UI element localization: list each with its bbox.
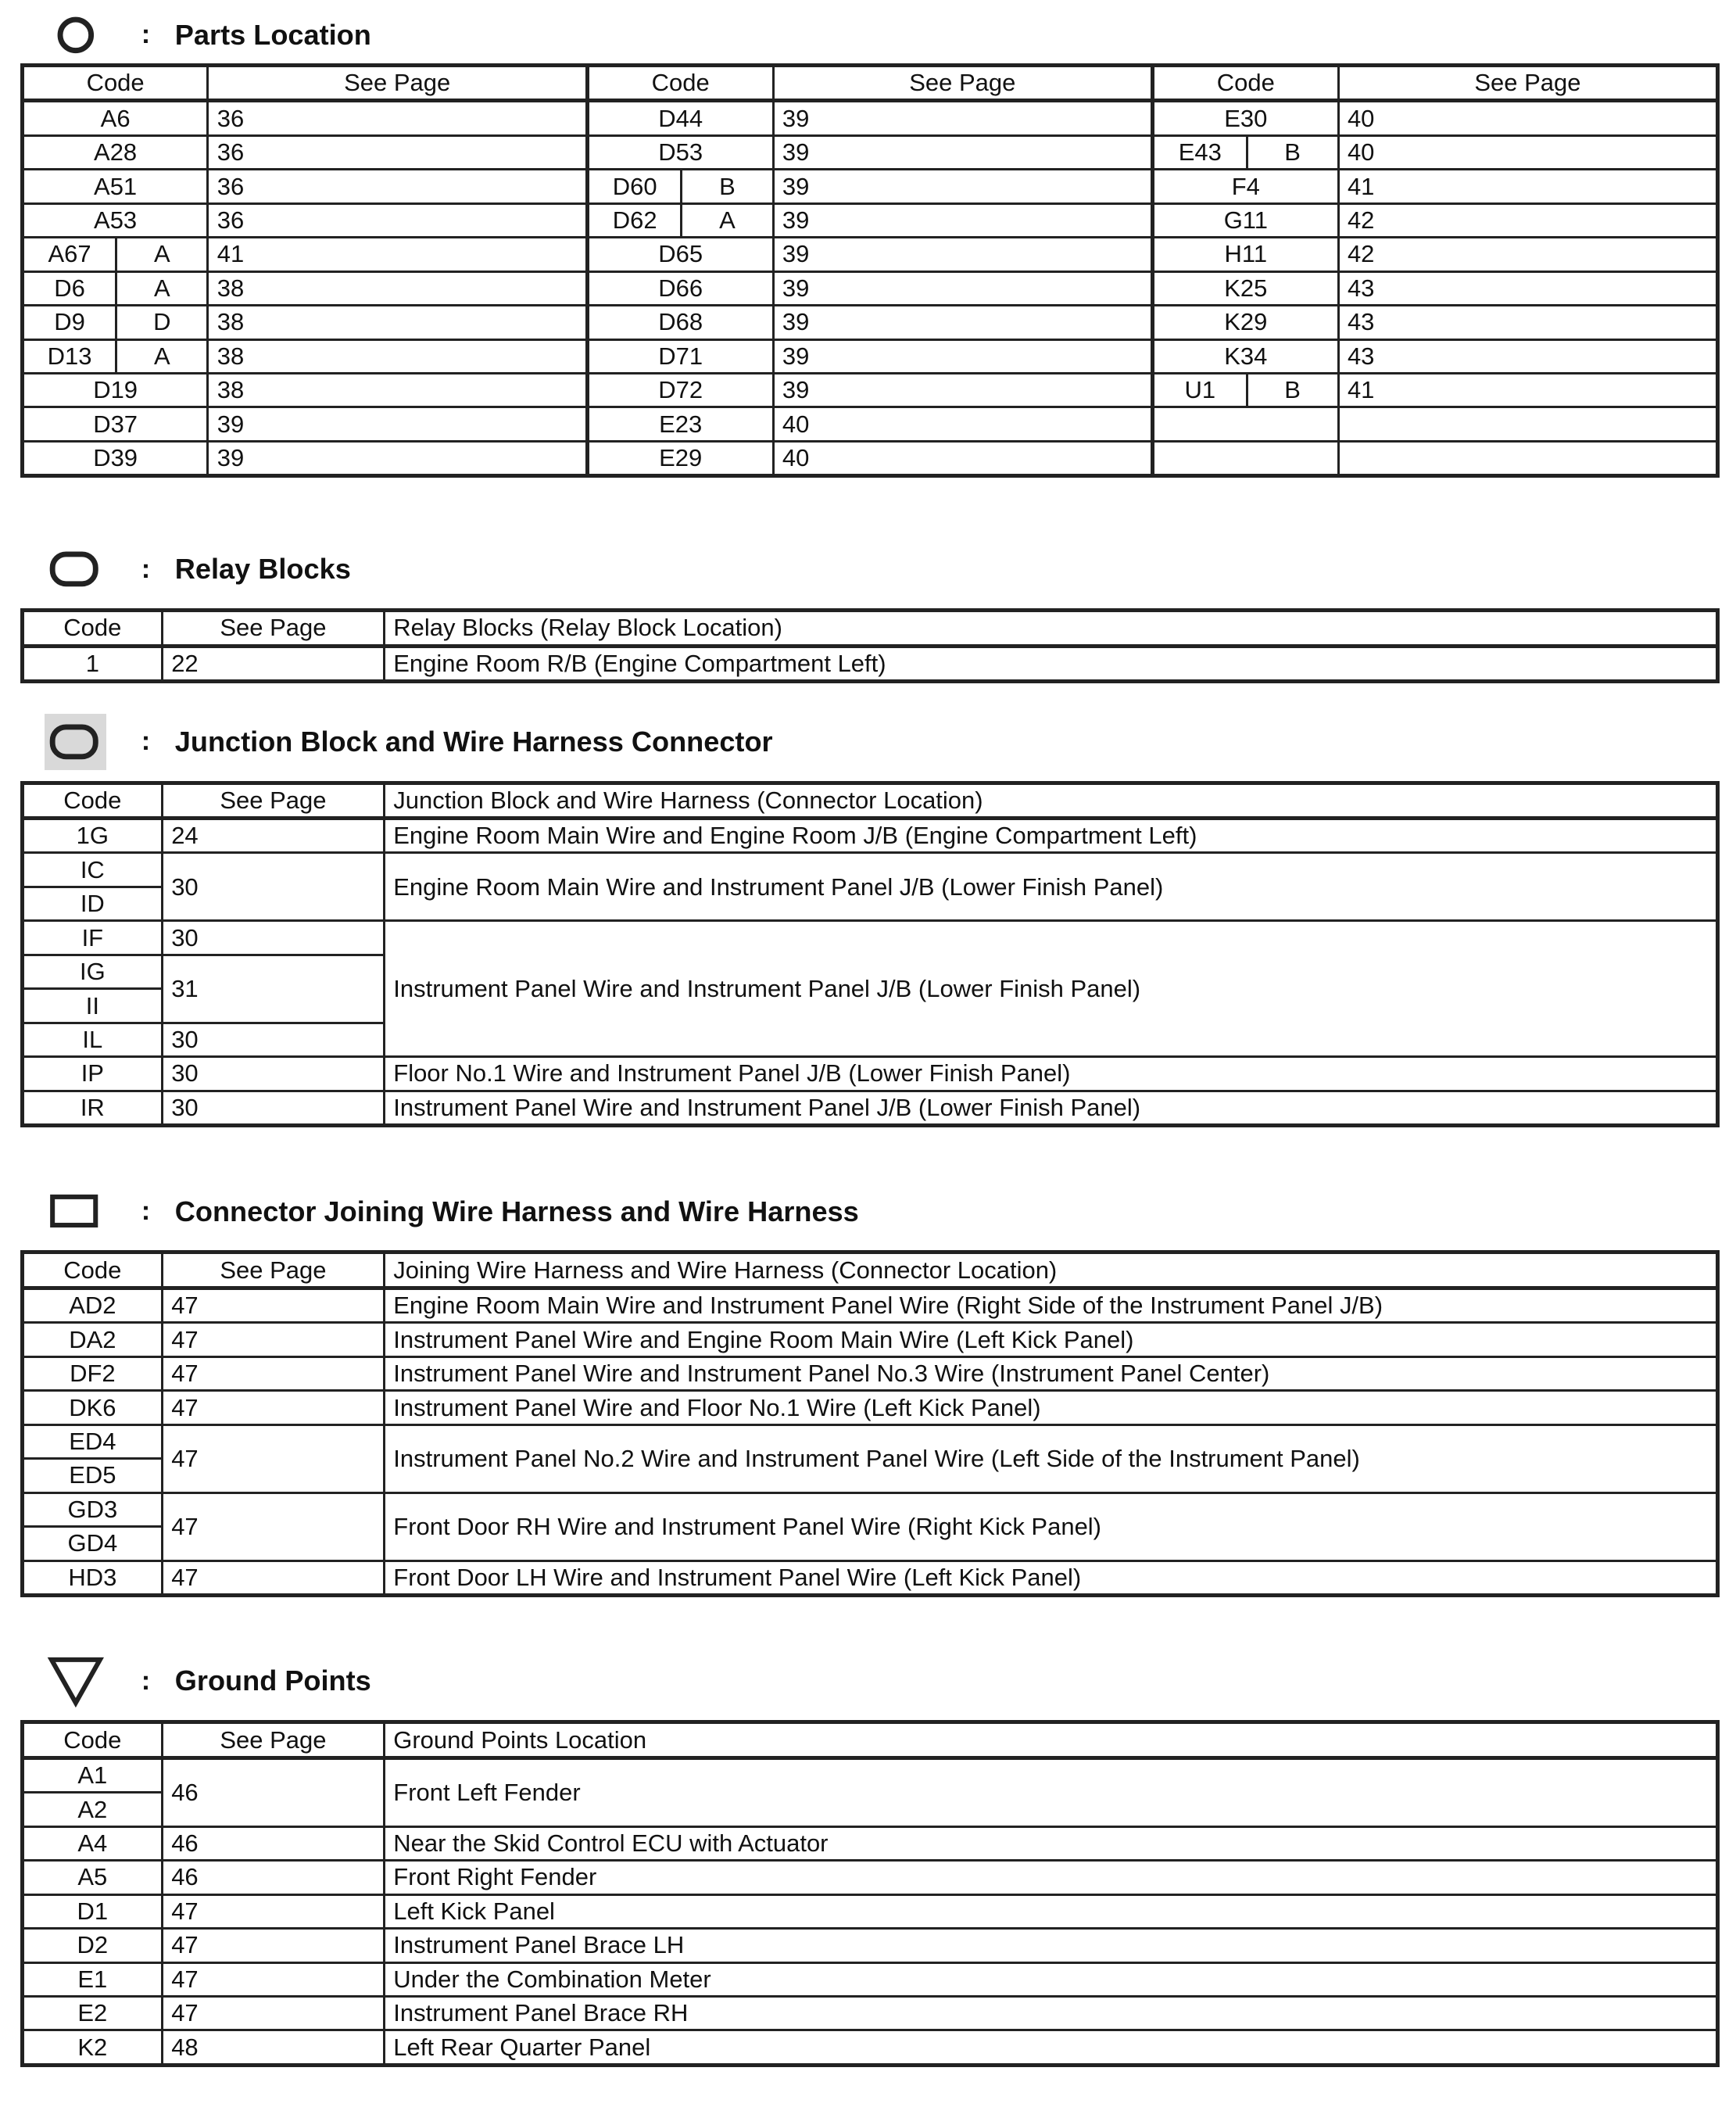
see-page-cell: 38	[208, 339, 588, 373]
see-page-cell: 47	[162, 1391, 384, 1424]
code-cell: F4	[1153, 170, 1339, 203]
header-code: Code	[22, 1252, 162, 1288]
see-page-cell: 48	[162, 2030, 384, 2065]
table-row	[22, 1962, 1717, 1996]
see-page-cell: 39	[773, 339, 1153, 373]
code-cell: A53	[22, 203, 208, 237]
heading-colon: :	[141, 726, 151, 757]
relay-blocks-table	[20, 608, 1720, 683]
code-cell: K25	[1153, 271, 1339, 305]
see-page-cell	[1338, 441, 1718, 475]
code-cell: IL	[22, 1023, 162, 1056]
code-cell: IG	[22, 955, 162, 988]
location-cell: Engine Room Main Wire and Instrument Panel J/B (Lower Finish Panel)	[384, 853, 1717, 921]
see-page-cell: 36	[208, 135, 588, 169]
code-cell: 1G	[22, 819, 162, 853]
table-row	[22, 407, 1717, 441]
location-cell: Front Door RH Wire and Instrument Panel Wire (Right Kick Panel)	[384, 1492, 1717, 1561]
connector-variant-cell: D	[116, 306, 208, 339]
location-cell: Instrument Panel Brace LH	[384, 1929, 1717, 1962]
table-row	[22, 646, 1717, 681]
header-see-page: See Page	[773, 65, 1153, 100]
location-cell: Under the Combination Meter	[384, 1962, 1717, 1996]
code-cell: D53	[587, 135, 773, 169]
code-cell: A4	[22, 1826, 162, 1860]
see-page-cell: 39	[773, 203, 1153, 237]
header-see-page: See Page	[162, 1252, 384, 1288]
table-row	[22, 373, 1717, 407]
code-cell: IC	[22, 853, 162, 887]
see-page-cell: 47	[162, 1323, 384, 1356]
header-location: Joining Wire Harness and Wire Harness (Connector Location)	[384, 1252, 1717, 1288]
table-header-row	[22, 1722, 1717, 1758]
see-page-cell: 41	[1338, 373, 1718, 407]
code-cell	[1153, 441, 1339, 475]
connector-variant-cell: B	[1247, 135, 1338, 169]
table-row	[22, 1323, 1717, 1356]
code-cell: D2	[22, 1929, 162, 1962]
table-row	[22, 238, 1717, 271]
header-see-page: See Page	[162, 1722, 384, 1758]
see-page-cell: 47	[162, 1424, 384, 1492]
heading-colon: :	[141, 554, 151, 584]
table-row	[22, 2030, 1717, 2065]
table-row	[22, 135, 1717, 169]
table-row	[22, 1758, 1717, 1792]
see-page-cell: 46	[162, 1826, 384, 1860]
see-page-cell: 31	[162, 955, 384, 1023]
see-page-cell: 42	[1338, 238, 1718, 271]
table-row	[22, 271, 1717, 305]
code-cell: E1	[22, 1962, 162, 1996]
see-page-cell: 40	[1338, 135, 1718, 169]
connector-variant-cell: B	[1247, 373, 1338, 407]
header-code: Code	[1153, 65, 1339, 100]
see-page-cell: 22	[162, 646, 384, 681]
table-header-row	[22, 65, 1717, 100]
see-page-cell: 39	[208, 441, 588, 475]
table-row	[22, 1391, 1717, 1424]
table-row	[22, 170, 1717, 203]
connector-variant-cell: A	[116, 238, 208, 271]
header-code: Code	[22, 783, 162, 818]
section-title: Junction Block and Wire Harness Connector	[174, 725, 773, 758]
see-page-cell: 47	[162, 1356, 384, 1390]
table-row	[22, 1057, 1717, 1091]
code-cell: D37	[22, 407, 208, 441]
code-cell: D68	[587, 306, 773, 339]
location-cell: Instrument Panel Wire and Instrument Panel No.3 Wire (Instrument Panel Center)	[384, 1356, 1717, 1390]
connector-joining-table	[20, 1250, 1720, 1597]
see-page-cell: 46	[162, 1861, 384, 1894]
junction-block-table	[20, 781, 1720, 1128]
location-cell: Instrument Panel Wire and Instrument Panel J/B (Lower Finish Panel)	[384, 1091, 1717, 1125]
see-page-cell: 47	[162, 1288, 384, 1322]
location-cell: Engine Room Main Wire and Instrument Panel Wire (Right Side of the Instrument Panel J/B)	[384, 1288, 1717, 1322]
code-cell: GD3	[22, 1492, 162, 1526]
parts-location-table	[20, 63, 1720, 478]
see-page-cell	[1338, 407, 1718, 441]
see-page-cell: 47	[162, 1929, 384, 1962]
code-cell: 1	[22, 646, 162, 681]
code-cell: II	[22, 989, 162, 1023]
see-page-cell: 30	[162, 1091, 384, 1125]
header-see-page: See Page	[1338, 65, 1718, 100]
table-row	[22, 1929, 1717, 1962]
code-cell: D19	[22, 373, 208, 407]
see-page-cell: 47	[162, 1492, 384, 1561]
code-cell: ED4	[22, 1424, 162, 1458]
code-cell: D72	[587, 373, 773, 407]
section-title: Ground Points	[174, 1664, 371, 1697]
see-page-cell: 30	[162, 1023, 384, 1056]
code-cell: DF2	[22, 1356, 162, 1390]
table-row	[22, 1826, 1717, 1860]
see-page-cell: 39	[208, 407, 588, 441]
code-cell: D71	[587, 339, 773, 373]
code-cell: G11	[1153, 203, 1339, 237]
code-cell: A1	[22, 1758, 162, 1792]
header-code: Code	[22, 1722, 162, 1758]
table-row	[22, 101, 1717, 135]
table-header-row	[22, 783, 1717, 818]
code-cell: D13	[22, 339, 116, 373]
code-cell: K2	[22, 2030, 162, 2065]
header-see-page: See Page	[208, 65, 588, 100]
rounded-rect-icon	[45, 541, 106, 597]
code-cell: AD2	[22, 1288, 162, 1322]
heading-colon: :	[141, 1196, 151, 1227]
code-cell: U1	[1153, 373, 1247, 407]
table-row	[22, 1894, 1717, 1928]
table-row	[22, 921, 1717, 955]
code-cell: D39	[22, 441, 208, 475]
table-row	[22, 1492, 1717, 1526]
table-row	[22, 203, 1717, 237]
location-cell: Instrument Panel Brace RH	[384, 1996, 1717, 2030]
rectangle-icon	[45, 1183, 106, 1239]
code-cell: IR	[22, 1091, 162, 1125]
code-cell: E29	[587, 441, 773, 475]
table-row	[22, 819, 1717, 853]
code-cell: A51	[22, 170, 208, 203]
code-cell: ID	[22, 887, 162, 920]
table-row	[22, 1091, 1717, 1125]
header-code: Code	[22, 65, 208, 100]
location-cell: Floor No.1 Wire and Instrument Panel J/B (Lower Finish Panel)	[384, 1057, 1717, 1091]
table-row	[22, 1356, 1717, 1390]
location-cell: Engine Room Main Wire and Engine Room J/B (Engine Compartment Left)	[384, 819, 1717, 853]
code-cell: A2	[22, 1793, 162, 1826]
table-header-row	[22, 1252, 1717, 1288]
see-page-cell: 40	[1338, 101, 1718, 135]
location-cell: Front Right Fender	[384, 1861, 1717, 1894]
code-cell: E2	[22, 1996, 162, 2030]
table-row	[22, 1424, 1717, 1458]
see-page-cell: 39	[773, 170, 1153, 203]
table-row	[22, 1996, 1717, 2030]
see-page-cell: 38	[208, 373, 588, 407]
code-cell: E23	[587, 407, 773, 441]
circle-icon	[45, 7, 106, 63]
see-page-cell: 39	[773, 135, 1153, 169]
header-code: Code	[22, 611, 162, 646]
see-page-cell: 47	[162, 1894, 384, 1928]
header-location: Relay Blocks (Relay Block Location)	[384, 611, 1717, 646]
code-cell: A67	[22, 238, 116, 271]
code-cell	[1153, 407, 1339, 441]
location-cell: Left Kick Panel	[384, 1894, 1717, 1928]
section-title: Relay Blocks	[174, 553, 351, 586]
code-cell: E43	[1153, 135, 1247, 169]
see-page-cell: 39	[773, 101, 1153, 135]
see-page-cell: 40	[773, 441, 1153, 475]
code-cell: A6	[22, 101, 208, 135]
see-page-cell: 30	[162, 853, 384, 921]
heading-colon: :	[141, 20, 151, 50]
see-page-cell: 38	[208, 306, 588, 339]
code-cell: D1	[22, 1894, 162, 1928]
table-row	[22, 1288, 1717, 1322]
code-cell: D9	[22, 306, 116, 339]
location-cell: Instrument Panel Wire and Floor No.1 Wire (Left Kick Panel)	[384, 1391, 1717, 1424]
see-page-cell: 39	[773, 238, 1153, 271]
code-cell: IP	[22, 1057, 162, 1091]
see-page-cell: 43	[1338, 339, 1718, 373]
ground-points-table	[20, 1720, 1720, 2067]
location-cell: Instrument Panel No.2 Wire and Instrument Panel Wire (Left Side of the Instrument Panel)	[384, 1424, 1717, 1492]
see-page-cell: 47	[162, 1962, 384, 1996]
code-cell: DA2	[22, 1323, 162, 1356]
code-cell: A5	[22, 1861, 162, 1894]
location-cell: Instrument Panel Wire and Engine Room Main Wire (Left Kick Panel)	[384, 1323, 1717, 1356]
see-page-cell: 24	[162, 819, 384, 853]
header-code: Code	[587, 65, 773, 100]
location-cell: Front Left Fender	[384, 1758, 1717, 1826]
table-row	[22, 1561, 1717, 1595]
code-cell: A28	[22, 135, 208, 169]
location-cell: Left Rear Quarter Panel	[384, 2030, 1717, 2065]
heading-colon: :	[141, 1665, 151, 1696]
code-cell: ED5	[22, 1459, 162, 1492]
see-page-cell: 40	[773, 407, 1153, 441]
header-see-page: See Page	[162, 783, 384, 818]
see-page-cell: 39	[773, 306, 1153, 339]
see-page-cell: 46	[162, 1758, 384, 1826]
code-cell: HD3	[22, 1561, 162, 1595]
see-page-cell: 36	[208, 170, 588, 203]
table-header-row	[22, 611, 1717, 646]
code-cell: E30	[1153, 101, 1339, 135]
section-title: Connector Joining Wire Harness and Wire Harness	[174, 1195, 859, 1227]
see-page-cell: 39	[773, 271, 1153, 305]
code-cell: H11	[1153, 238, 1339, 271]
code-cell: D6	[22, 271, 116, 305]
header-see-page: See Page	[162, 611, 384, 646]
connector-variant-cell: A	[116, 271, 208, 305]
connector-variant-cell: A	[116, 339, 208, 373]
location-cell: Instrument Panel Wire and Instrument Panel J/B (Lower Finish Panel)	[384, 921, 1717, 1057]
see-page-cell: 38	[208, 271, 588, 305]
connector-variant-cell: A	[682, 203, 773, 237]
connector-variant-cell: B	[682, 170, 773, 203]
code-cell: D44	[587, 101, 773, 135]
see-page-cell: 47	[162, 1561, 384, 1595]
code-cell: D66	[587, 271, 773, 305]
see-page-cell: 36	[208, 101, 588, 135]
table-row	[22, 306, 1717, 339]
header-location: Junction Block and Wire Harness (Connector Location)	[384, 783, 1717, 818]
code-cell: K34	[1153, 339, 1339, 373]
location-cell: Engine Room R/B (Engine Compartment Left)	[384, 646, 1717, 681]
code-cell: DK6	[22, 1391, 162, 1424]
shaded-rounded-rect-icon	[45, 714, 106, 770]
table-row	[22, 853, 1717, 887]
table-row	[22, 339, 1717, 373]
table-row	[22, 1861, 1717, 1894]
header-location: Ground Points Location	[384, 1722, 1717, 1758]
see-page-cell: 39	[773, 373, 1153, 407]
code-cell: D62	[587, 203, 682, 237]
see-page-cell: 30	[162, 1057, 384, 1091]
location-cell: Front Door LH Wire and Instrument Panel Wire (Left Kick Panel)	[384, 1561, 1717, 1595]
see-page-cell: 41	[208, 238, 588, 271]
see-page-cell: 36	[208, 203, 588, 237]
see-page-cell: 47	[162, 1996, 384, 2030]
see-page-cell: 41	[1338, 170, 1718, 203]
see-page-cell: 42	[1338, 203, 1718, 237]
code-cell: GD4	[22, 1527, 162, 1561]
code-cell: D60	[587, 170, 682, 203]
code-cell: D65	[587, 238, 773, 271]
code-cell: IF	[22, 921, 162, 955]
table-row	[22, 441, 1717, 475]
section-title: Parts Location	[174, 18, 371, 51]
code-cell: K29	[1153, 306, 1339, 339]
see-page-cell: 43	[1338, 306, 1718, 339]
triangle-down-icon	[45, 1653, 106, 1709]
location-cell: Near the Skid Control ECU with Actuator	[384, 1826, 1717, 1860]
see-page-cell: 43	[1338, 271, 1718, 305]
see-page-cell: 30	[162, 921, 384, 955]
